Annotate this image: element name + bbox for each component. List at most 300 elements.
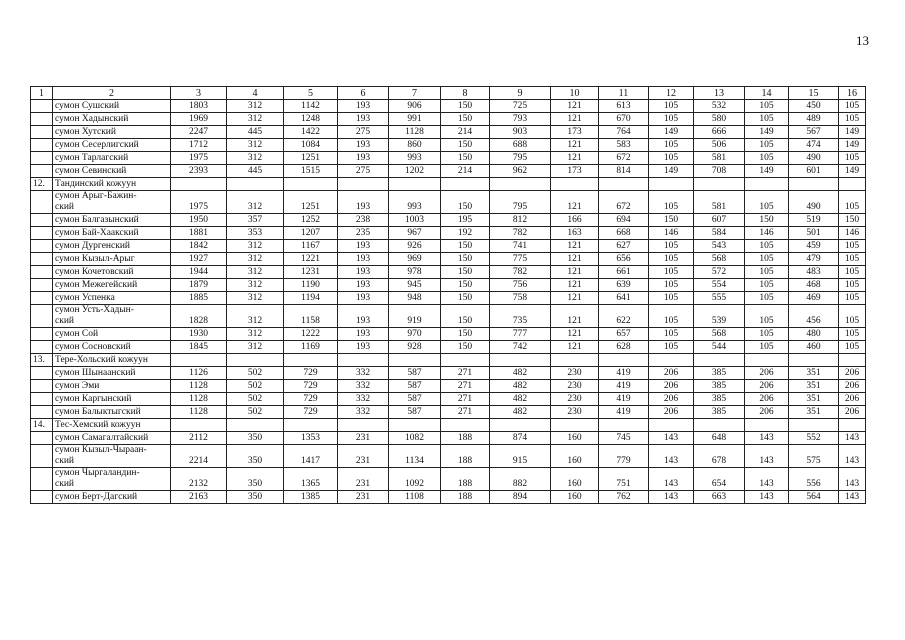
empty-cell [789,419,839,432]
row-name: сумон Межегейский [53,279,171,292]
table-row [31,341,866,354]
value-cell: 894 [490,491,551,504]
table-row [31,445,866,468]
value-cell: 657 [599,328,649,341]
value-cell: 967 [389,227,441,240]
row-name: сумон Сосновский [53,341,171,354]
value-cell: 1126 [171,367,227,380]
table-row [31,279,866,292]
table-row [31,126,866,139]
value-cell: 1128 [171,380,227,393]
value-cell: 2214 [171,445,227,468]
value-cell: 969 [389,253,441,266]
empty-cell [441,419,490,432]
row-name: сумон Арыг-Бажин- ский [53,191,171,214]
empty-cell [284,354,338,367]
row-name: сумон Дургенский [53,240,171,253]
value-cell: 474 [789,139,839,152]
value-cell: 105 [649,240,694,253]
value-cell: 1950 [171,214,227,227]
value-cell: 745 [599,432,649,445]
empty-cell [599,178,649,191]
value-cell: 915 [490,445,551,468]
value-cell: 460 [789,341,839,354]
value-cell: 193 [338,341,389,354]
value-cell: 312 [227,191,284,214]
value-cell: 193 [338,279,389,292]
value-cell: 1845 [171,341,227,354]
row-name: сумон Сой [53,328,171,341]
value-cell: 1084 [284,139,338,152]
value-cell: 150 [441,152,490,165]
value-cell: 143 [649,445,694,468]
header-row [31,87,866,100]
value-cell: 666 [694,126,745,139]
value-cell: 581 [694,191,745,214]
row-name: сумон Сесерлигский [53,139,171,152]
value-cell: 587 [389,406,441,419]
value-cell: 613 [599,100,649,113]
value-cell: 351 [789,393,839,406]
value-cell: 193 [338,139,389,152]
value-cell: 583 [599,139,649,152]
value-cell: 146 [745,227,789,240]
value-cell: 480 [789,328,839,341]
data-table [30,86,866,504]
value-cell: 150 [441,328,490,341]
row-name: сумон Севинский [53,165,171,178]
value-cell: 105 [745,113,789,126]
value-cell: 206 [745,380,789,393]
value-cell: 694 [599,214,649,227]
value-cell: 795 [490,152,551,165]
value-cell: 1353 [284,432,338,445]
value-cell: 2247 [171,126,227,139]
header-cell: 16 [839,87,866,100]
value-cell: 206 [839,393,866,406]
row-number-cell [31,491,53,504]
section-number: 12. [31,178,53,191]
value-cell: 1885 [171,292,227,305]
value-cell: 962 [490,165,551,178]
value-cell: 312 [227,279,284,292]
row-name: сумон Самагалтайский [53,432,171,445]
table-row [31,227,866,240]
table-row [31,491,866,504]
value-cell: 105 [839,279,866,292]
empty-cell [227,419,284,432]
value-cell: 556 [789,468,839,491]
value-cell: 121 [551,253,599,266]
value-cell: 105 [839,113,866,126]
value-cell: 970 [389,328,441,341]
row-name: сумон Сушский [53,100,171,113]
value-cell: 641 [599,292,649,305]
value-cell: 1927 [171,253,227,266]
value-cell: 231 [338,432,389,445]
value-cell: 1194 [284,292,338,305]
value-cell: 312 [227,328,284,341]
row-number-cell [31,227,53,240]
empty-cell [389,419,441,432]
value-cell: 105 [649,292,694,305]
value-cell: 206 [649,393,694,406]
value-cell: 121 [551,191,599,214]
value-cell: 105 [839,266,866,279]
value-cell: 459 [789,240,839,253]
value-cell: 105 [745,328,789,341]
empty-cell [171,354,227,367]
value-cell: 105 [649,100,694,113]
value-cell: 350 [227,468,284,491]
section-title: Тере-Хольский кожуун [53,354,171,367]
value-cell: 105 [839,341,866,354]
table-row [31,328,866,341]
value-cell: 501 [789,227,839,240]
section-row [31,354,866,367]
empty-cell [490,354,551,367]
value-cell: 312 [227,113,284,126]
value-cell: 532 [694,100,745,113]
empty-cell [839,178,866,191]
value-cell: 105 [745,191,789,214]
value-cell: 332 [338,367,389,380]
value-cell: 150 [441,191,490,214]
row-number-cell [31,253,53,266]
value-cell: 332 [338,380,389,393]
value-cell: 105 [839,152,866,165]
value-cell: 1969 [171,113,227,126]
value-cell: 188 [441,445,490,468]
value-cell: 483 [789,266,839,279]
value-cell: 143 [839,468,866,491]
empty-cell [745,178,789,191]
value-cell: 231 [338,468,389,491]
value-cell: 105 [839,253,866,266]
empty-cell [284,178,338,191]
section-title: Тандинский кожуун [53,178,171,191]
empty-cell [490,419,551,432]
value-cell: 385 [694,393,745,406]
value-cell: 312 [227,292,284,305]
value-cell: 146 [649,227,694,240]
value-cell: 149 [839,126,866,139]
value-cell: 150 [441,279,490,292]
value-cell: 607 [694,214,745,227]
value-cell: 121 [551,292,599,305]
value-cell: 568 [694,328,745,341]
value-cell: 1828 [171,305,227,328]
value-cell: 1422 [284,126,338,139]
value-cell: 206 [649,367,694,380]
value-cell: 105 [745,139,789,152]
value-cell: 105 [649,139,694,152]
row-number-cell [31,240,53,253]
row-name: сумон Балгазынский [53,214,171,227]
value-cell: 385 [694,367,745,380]
value-cell: 628 [599,341,649,354]
empty-cell [745,419,789,432]
value-cell: 143 [649,491,694,504]
value-cell: 121 [551,100,599,113]
header-cell: 6 [338,87,389,100]
row-number-cell [31,468,53,491]
value-cell: 105 [649,341,694,354]
value-cell: 1515 [284,165,338,178]
value-cell: 1190 [284,279,338,292]
value-cell: 150 [441,341,490,354]
value-cell: 105 [649,113,694,126]
row-name: сумон Бай-Хаакский [53,227,171,240]
value-cell: 312 [227,305,284,328]
header-cell: 13 [694,87,745,100]
row-number-cell [31,139,53,152]
value-cell: 741 [490,240,551,253]
value-cell: 105 [839,240,866,253]
value-cell: 173 [551,165,599,178]
empty-cell [745,354,789,367]
value-cell: 1003 [389,214,441,227]
empty-cell [599,354,649,367]
value-cell: 668 [599,227,649,240]
table-row [31,406,866,419]
value-cell: 2163 [171,491,227,504]
value-cell: 1385 [284,491,338,504]
empty-cell [789,178,839,191]
value-cell: 193 [338,191,389,214]
header-cell: 5 [284,87,338,100]
table-row [31,253,866,266]
row-number-cell [31,152,53,165]
value-cell: 193 [338,240,389,253]
value-cell: 1134 [389,445,441,468]
value-cell: 105 [745,341,789,354]
header-cell: 7 [389,87,441,100]
header-cell: 3 [171,87,227,100]
value-cell: 149 [745,126,789,139]
header-cell: 2 [53,87,171,100]
value-cell: 105 [649,328,694,341]
value-cell: 332 [338,406,389,419]
value-cell: 121 [551,279,599,292]
value-cell: 729 [284,393,338,406]
value-cell: 271 [441,367,490,380]
value-cell: 725 [490,100,551,113]
value-cell: 758 [490,292,551,305]
empty-cell [649,354,694,367]
row-number-cell [31,406,53,419]
value-cell: 105 [839,328,866,341]
value-cell: 105 [839,191,866,214]
row-name: сумон Шынаанский [53,367,171,380]
value-cell: 993 [389,191,441,214]
value-cell: 271 [441,406,490,419]
value-cell: 357 [227,214,284,227]
value-cell: 1930 [171,328,227,341]
row-name: сумон Чыргаландин- ский [53,468,171,491]
value-cell: 206 [745,367,789,380]
value-cell: 105 [745,253,789,266]
value-cell: 230 [551,406,599,419]
value-cell: 143 [745,445,789,468]
value-cell: 490 [789,191,839,214]
value-cell: 1975 [171,152,227,165]
table-row [31,152,866,165]
row-number-cell [31,367,53,380]
value-cell: 1128 [389,126,441,139]
value-cell: 105 [839,292,866,305]
value-cell: 271 [441,393,490,406]
value-cell: 1252 [284,214,338,227]
value-cell: 150 [441,266,490,279]
value-cell: 121 [551,266,599,279]
value-cell: 445 [227,165,284,178]
empty-cell [441,178,490,191]
row-number-cell [31,393,53,406]
value-cell: 206 [839,367,866,380]
empty-cell [789,354,839,367]
value-cell: 149 [839,165,866,178]
value-cell: 445 [227,126,284,139]
empty-cell [338,354,389,367]
value-cell: 150 [441,253,490,266]
empty-cell [284,419,338,432]
header-cell: 10 [551,87,599,100]
value-cell: 105 [839,305,866,328]
empty-cell [551,354,599,367]
value-cell: 275 [338,126,389,139]
value-cell: 275 [338,165,389,178]
value-cell: 235 [338,227,389,240]
value-cell: 193 [338,100,389,113]
value-cell: 1169 [284,341,338,354]
value-cell: 756 [490,279,551,292]
value-cell: 149 [745,165,789,178]
value-cell: 150 [441,113,490,126]
row-number-cell [31,113,53,126]
row-number-cell [31,292,53,305]
value-cell: 105 [745,279,789,292]
value-cell: 672 [599,152,649,165]
value-cell: 231 [338,491,389,504]
value-cell: 188 [441,491,490,504]
value-cell: 350 [227,491,284,504]
value-cell: 160 [551,445,599,468]
row-name: сумон Хутский [53,126,171,139]
value-cell: 1365 [284,468,338,491]
row-name: сумон Усть-Хадын- ский [53,305,171,328]
value-cell: 192 [441,227,490,240]
value-cell: 882 [490,468,551,491]
value-cell: 1417 [284,445,338,468]
header-cell: 12 [649,87,694,100]
value-cell: 489 [789,113,839,126]
table-row [31,432,866,445]
value-cell: 206 [649,380,694,393]
value-cell: 419 [599,406,649,419]
value-cell: 482 [490,380,551,393]
value-cell: 539 [694,305,745,328]
table-row [31,165,866,178]
value-cell: 230 [551,380,599,393]
value-cell: 195 [441,214,490,227]
row-name: сумон Берт-Дагский [53,491,171,504]
row-number-cell [31,126,53,139]
row-name: сумон Кызыл-Чыраан- ский [53,445,171,468]
header-cell: 8 [441,87,490,100]
row-name: сумон Тарлагский [53,152,171,165]
value-cell: 230 [551,367,599,380]
value-cell: 166 [551,214,599,227]
value-cell: 751 [599,468,649,491]
value-cell: 419 [599,380,649,393]
value-cell: 450 [789,100,839,113]
empty-cell [551,419,599,432]
row-name: сумон Кочетовский [53,266,171,279]
section-title: Тес-Хемский кожуун [53,419,171,432]
empty-cell [171,419,227,432]
value-cell: 978 [389,266,441,279]
value-cell: 1092 [389,468,441,491]
value-cell: 648 [694,432,745,445]
value-cell: 1248 [284,113,338,126]
value-cell: 2112 [171,432,227,445]
table-row [31,367,866,380]
value-cell: 143 [839,491,866,504]
value-cell: 143 [649,432,694,445]
value-cell: 121 [551,113,599,126]
value-cell: 105 [649,253,694,266]
row-number-cell [31,341,53,354]
value-cell: 160 [551,432,599,445]
section-row [31,178,866,191]
empty-cell [551,178,599,191]
header-cell: 9 [490,87,551,100]
value-cell: 419 [599,393,649,406]
value-cell: 121 [551,139,599,152]
value-cell: 143 [839,432,866,445]
value-cell: 762 [599,491,649,504]
value-cell: 1128 [171,393,227,406]
value-cell: 160 [551,491,599,504]
value-cell: 230 [551,393,599,406]
row-name: сумон Успенка [53,292,171,305]
empty-cell [171,178,227,191]
value-cell: 469 [789,292,839,305]
value-cell: 1251 [284,152,338,165]
value-cell: 663 [694,491,745,504]
empty-cell [649,178,694,191]
value-cell: 587 [389,393,441,406]
value-cell: 554 [694,279,745,292]
value-cell: 150 [441,139,490,152]
table-row [31,393,866,406]
value-cell: 1158 [284,305,338,328]
value-cell: 271 [441,380,490,393]
value-cell: 948 [389,292,441,305]
empty-cell [694,178,745,191]
header-cell: 4 [227,87,284,100]
value-cell: 661 [599,266,649,279]
value-cell: 506 [694,139,745,152]
value-cell: 919 [389,305,441,328]
value-cell: 105 [745,266,789,279]
value-cell: 670 [599,113,649,126]
empty-cell [338,178,389,191]
value-cell: 479 [789,253,839,266]
value-cell: 584 [694,227,745,240]
row-number-cell [31,279,53,292]
